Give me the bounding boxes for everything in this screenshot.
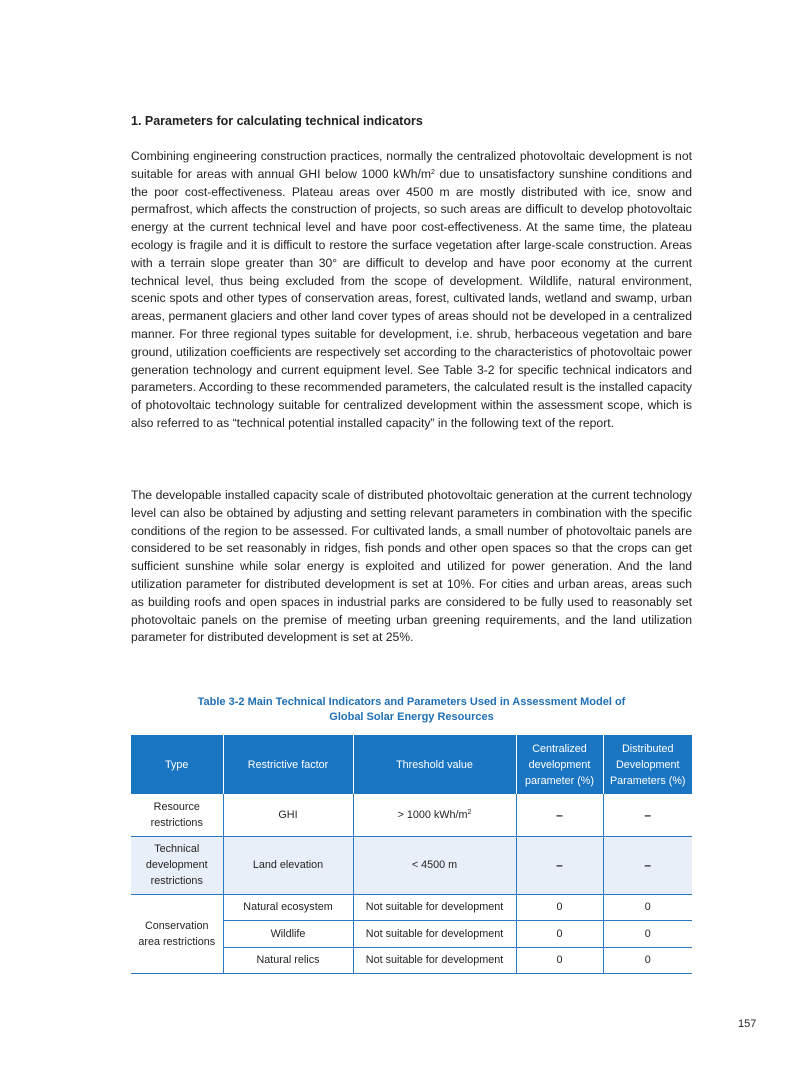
paragraph-1-text-b: due to unsatisfactory sunshine conditions and the poor cost-effectiveness. Plateau areas over 4500 m are mostly distributed with ice, snow and permafrost, which affects the construction of projects, so such areas are difficult to develop photovoltaic energy at the current technical level and have poor cost-effectiveness. At the same time, the plateau ecology is fragile and it is difficult to restore the surface vegetation after large-scale construction. Areas with a terrain slope greater than 30° are difficult to develop and have poor economy at the current technical level, thus being excluded from the scope of development. Wildlife, natural environment, scenic spots and other types of conservation areas, forest, cultivated lands, wetland and swamp, urban areas, permanent glaciers and other land cover types of areas should not be developed in a centralized manner. For three regional types suitable for development, i.e. shrub, herbaceous vegetation and bare ground, utilization coefficients are respectively set according to the characteristics of photovoltaic power generation technology and current equipment level. See Table 3-2 for specific technical indicators and parameters. According to these recommended parameters, the calculated result is the installed capacity of photovoltaic technology suitable for centralized development within the assessment scope, which is also referred to as “technical potential installed capacity” in the following text of the report.: [131, 166, 692, 430]
cell-centralized-ghi: –: [516, 794, 603, 836]
cell-threshold-wildlife: Not suitable for development: [353, 921, 516, 948]
cell-distributed-natural-relics: 0: [603, 947, 692, 973]
table-caption-line-1: Table 3-2 Main Technical Indicators and Parameters Used in Assessment Model of: [197, 696, 626, 708]
table-row-natural-ecosystem: [131, 894, 692, 921]
cell-threshold-ghi: [353, 794, 516, 836]
cell-distributed-wildlife: 0: [603, 921, 692, 948]
threshold-ghi-text: > 1000 kWh/m: [397, 808, 468, 821]
cell-factor-ghi: GHI: [223, 794, 353, 836]
indicators-table: [131, 735, 692, 974]
table-row-technical: [131, 836, 692, 894]
header-type: Type: [131, 735, 223, 794]
header-distributed-parameter: Distributed Development Parameters (%): [603, 735, 692, 794]
cell-centralized-wildlife: 0: [516, 921, 603, 948]
cell-type-technical: Technical development restrictions: [131, 836, 223, 894]
cell-centralized-natural-relics: 0: [516, 947, 603, 973]
threshold-ghi-superscript: 2: [467, 808, 472, 816]
table-header-row: [131, 735, 692, 794]
cell-type-conservation: Conservation area restrictions: [131, 894, 223, 973]
table-caption-line-2: Global Solar Energy Resources: [329, 711, 494, 723]
table-row-resource: [131, 794, 692, 836]
paragraph-1-superscript: 2: [431, 168, 435, 176]
cell-threshold-elevation: < 4500 m: [353, 836, 516, 894]
cell-factor-natural-ecosystem: Natural ecosystem: [223, 894, 353, 921]
table-caption: [131, 695, 692, 725]
cell-distributed-elevation: –: [603, 836, 692, 894]
cell-type-resource: Resource restrictions: [131, 794, 223, 836]
cell-factor-elevation: Land elevation: [223, 836, 353, 894]
header-restrictive-factor: Restrictive factor: [223, 735, 353, 794]
cell-threshold-natural-ecosystem: Not suitable for development: [353, 894, 516, 921]
cell-centralized-elevation: –: [516, 836, 603, 894]
cell-factor-wildlife: Wildlife: [223, 921, 353, 948]
paragraph-1: [131, 148, 692, 433]
cell-factor-natural-relics: Natural relics: [223, 947, 353, 973]
cell-threshold-natural-relics: Not suitable for development: [353, 947, 516, 973]
paragraph-1-text-a: Combining engineering construction practices, normally the centralized photovoltaic development is not suitable for areas with annual GHI below 1000 kWh/m: [131, 149, 692, 181]
paragraph-2: The developable installed capacity scale of distributed photovoltaic generation at the current technology level can also be obtained by adjusting and setting relevant parameters in combination with the specific conditions of the region to be assessed. For cultivated lands, a small number of photovoltaic panels are considered to be set reasonably in ridges, fish ponds and other open spaces so that the crops can get sufficient sunshine while solar energy is exploited and utilized for power generation. And the land utilization parameter for distributed development is set at 10%. For cities and urban areas, areas such as building roofs and open spaces in industrial parks are considered to be fully used to reasonably set photovoltaic panels on the premise of meeting urban greening requirements, and the land utilization parameter for distributed development is set at 25%.: [131, 488, 692, 645]
cell-distributed-ghi: –: [603, 794, 692, 836]
page-number: 157: [738, 1018, 757, 1030]
cell-centralized-natural-ecosystem: 0: [516, 894, 603, 921]
cell-distributed-natural-ecosystem: 0: [603, 894, 692, 921]
header-centralized-parameter: Centralized development parameter (%): [516, 735, 603, 794]
header-threshold-value: Threshold value: [353, 735, 516, 794]
section-heading: 1. Parameters for calculating technical indicators: [131, 114, 423, 128]
